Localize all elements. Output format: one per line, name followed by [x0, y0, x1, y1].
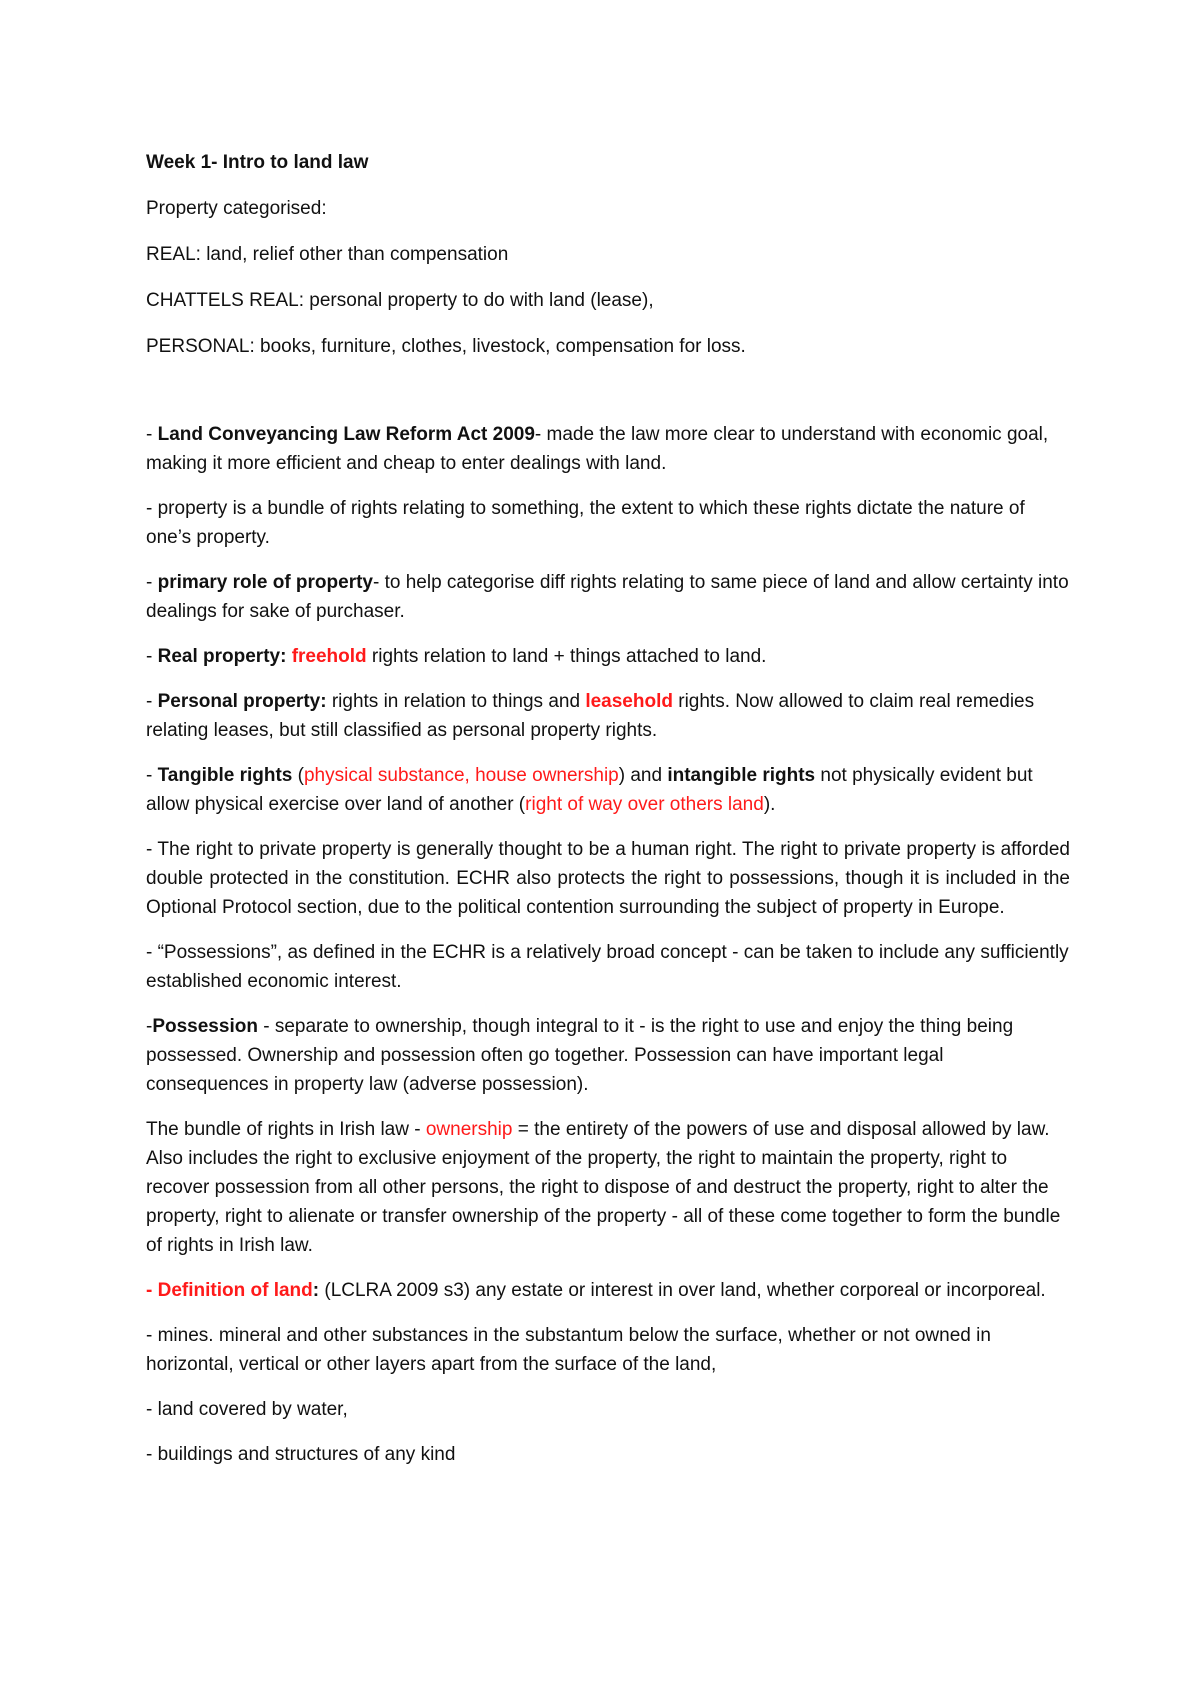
bold-term: intangible rights [667, 765, 816, 786]
bullet-prefix: - [146, 765, 158, 786]
paragraph-text: - separate to ownership, though integral to it - is the right to use and enjoy the thing being possessed. Ownership and possession often go together. Possession can have important legal consequences in property law (adverse possession). [146, 1016, 1014, 1095]
highlight-term: physical substance, house ownership [303, 765, 619, 786]
highlight-term: ownership [425, 1119, 513, 1140]
category-chattels-real: CHATTELS REAL: personal property to do with land (lease), [146, 290, 654, 311]
paragraph-land-water: - land covered by water, [146, 1399, 348, 1420]
paragraph-possession [146, 1012, 1070, 1099]
paragraph-text: The bundle of rights in Irish law - [146, 1119, 426, 1140]
paragraph-text: ( [292, 765, 304, 786]
paragraph-tangible-rights [146, 761, 1070, 819]
bold-term: Possession [152, 1016, 258, 1037]
paragraph-personal-property [146, 687, 1070, 745]
paragraph-bundle-of-rights: - property is a bundle of rights relating to something, the extent to which these rights dictate the nature of one’s property. [146, 498, 1025, 548]
highlight-term: right of way over others land [525, 794, 764, 815]
document-page [146, 148, 1070, 1485]
paragraph-mines: - mines. mineral and other substances in the substantum below the surface, whether or not owned in horizontal, vertical or other layers apart from the surface of the land, [146, 1325, 991, 1375]
paragraph-text: ). [763, 794, 776, 815]
paragraph-text: - to help categorise diff rights relating to same piece of land and allow certainty into dealings for sake of purchaser. [146, 572, 1069, 622]
paragraph-text: ) and [618, 765, 668, 786]
paragraph-real-property [146, 642, 1070, 671]
paragraph-possessions: - “Possessions”, as defined in the ECHR is a relatively broad concept - can be taken to include any sufficiently established economic interest. [146, 942, 1069, 992]
paragraph-text: - made the law more clear to understand with economic goal, making it more efficient and cheap to enter dealings with land. [146, 424, 1049, 474]
bold-term: Tangible rights [157, 765, 293, 786]
paragraph-definition-of-land [146, 1276, 1070, 1305]
bullet-prefix: - [146, 646, 158, 667]
highlight-term: - Definition of land [146, 1280, 313, 1301]
paragraph-text: rights in relation to things and [326, 691, 586, 712]
bold-term: : [312, 1280, 320, 1301]
paragraph-buildings: - buildings and structures of any kind [146, 1444, 456, 1465]
bold-term: primary role of property [157, 572, 373, 593]
paragraph-text: not physically evident but allow physical exercise over land of another ( [146, 765, 1033, 815]
paragraph-text: rights. Now allowed to claim real remedies relating leases, but still classified as personal property rights. [146, 691, 1035, 741]
paragraph-text: rights relation to land + things attached to land. [366, 646, 767, 667]
categories-heading: Property categorised: [146, 198, 327, 219]
bullet-prefix: - [146, 1016, 153, 1037]
paragraph-text: = the entirety of the powers of use and disposal allowed by law. Also includes the right to exclusive enjoyment of the property, the right to maintain the property, right to recover possession from all other persons, the right to dispose of and destruct the property, right to alter the property, right to alienate or transfer ownership of the property - all of these come together to form the bundle of rights in Irish law. [146, 1119, 1061, 1256]
paragraph-primary-role [146, 568, 1070, 626]
bullet-prefix: - [146, 424, 158, 445]
bold-term: Personal property: [157, 691, 327, 712]
highlight-term: leasehold [585, 691, 673, 712]
document-title: Week 1- Intro to land law [146, 152, 369, 173]
paragraph-text: (LCLRA 2009 s3) any estate or interest in over land, whether corporeal or incorporeal. [319, 1280, 1046, 1301]
category-real: REAL: land, relief other than compensation [146, 244, 509, 265]
category-personal: PERSONAL: books, furniture, clothes, livestock, compensation for loss. [146, 336, 746, 357]
paragraph-lclra [146, 420, 1070, 478]
paragraph-ownership [146, 1115, 1070, 1260]
bold-term: Land Conveyancing Law Reform Act 2009 [157, 424, 535, 445]
bold-term: Real property: [157, 646, 287, 667]
paragraph-human-right: - The right to private property is generally thought to be a human right. The right to private property is afforded double protected in the constitution. ECHR also protects the right to possessions, though it is included in the Optional Protocol section, due to the political contention surrounding the subject of property in Europe. [146, 839, 1070, 918]
bullet-prefix: - [146, 572, 158, 593]
bullet-prefix: - [146, 691, 158, 712]
highlight-term: freehold [291, 646, 367, 667]
